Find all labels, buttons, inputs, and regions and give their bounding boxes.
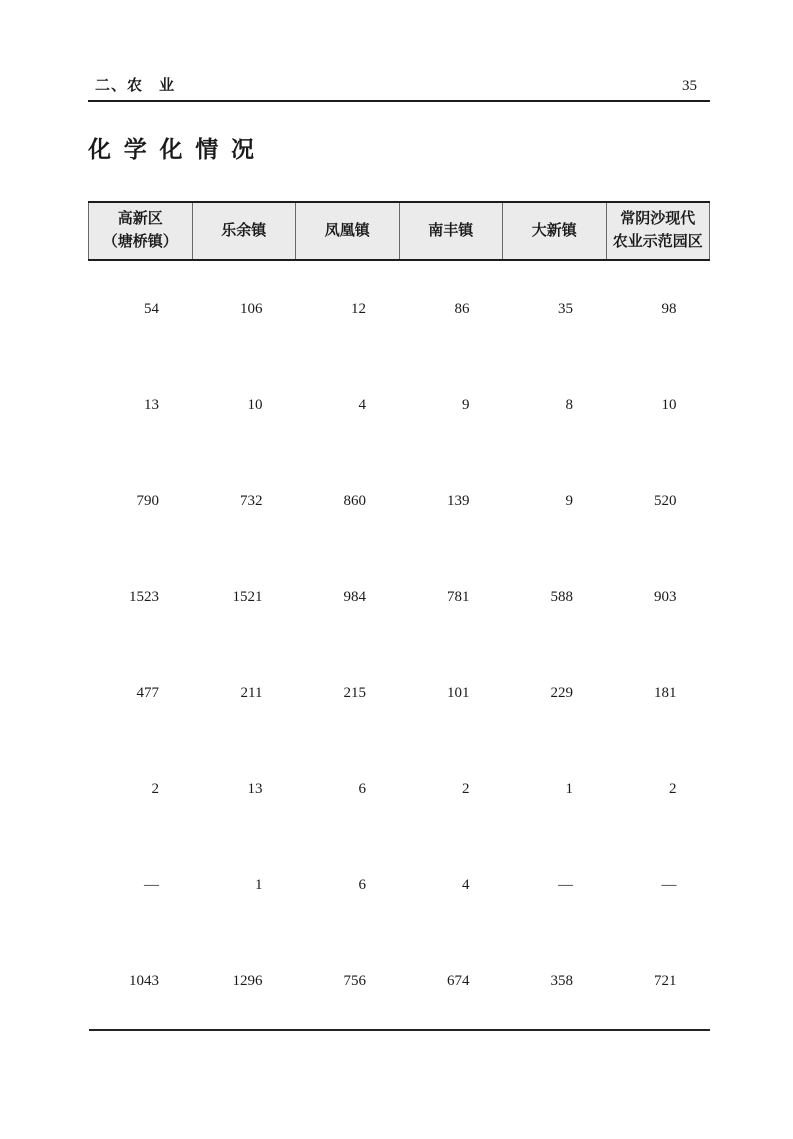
table-cell: 903 bbox=[654, 588, 677, 605]
table-cell: 674 bbox=[399, 933, 503, 1030]
page-number: 35 bbox=[682, 78, 697, 94]
table-cell: 101 bbox=[447, 684, 470, 701]
table-cell: 860 bbox=[343, 492, 366, 509]
table-cell: — bbox=[144, 876, 159, 893]
table-cell: 1 bbox=[565, 780, 573, 797]
table-cell: 2 bbox=[669, 780, 677, 797]
table-cell: 10 bbox=[247, 396, 263, 413]
table-header bbox=[89, 202, 710, 260]
table-row bbox=[89, 549, 710, 645]
table-row bbox=[89, 837, 710, 933]
table-cell: 1521 bbox=[232, 588, 263, 605]
table-cell: 13 bbox=[144, 396, 159, 413]
column-header-changyinsha bbox=[606, 202, 710, 260]
table-cell: 4 bbox=[358, 396, 366, 413]
table-cell: 215 bbox=[343, 684, 366, 701]
table-cell: 9 bbox=[462, 396, 470, 413]
column-header-fenghuangzhen bbox=[296, 202, 400, 260]
masthead-rule bbox=[88, 100, 710, 102]
table-row bbox=[89, 741, 710, 837]
table-cell: 10 bbox=[661, 396, 677, 413]
table-cell: 54 bbox=[144, 300, 159, 317]
table-cell: 721 bbox=[606, 933, 710, 1030]
table-cell: 181 bbox=[654, 684, 677, 701]
table-row bbox=[89, 933, 710, 1030]
table-row bbox=[89, 645, 710, 741]
table-cell: 9 bbox=[565, 492, 573, 509]
table-cell: 12 bbox=[351, 300, 366, 317]
section-label: 二、农 业 bbox=[95, 78, 176, 94]
column-header-line1: 南丰镇 bbox=[428, 222, 474, 239]
table-cell: 781 bbox=[447, 588, 470, 605]
table-cell: 358 bbox=[503, 933, 607, 1030]
data-table bbox=[88, 201, 710, 1031]
table-cell: 86 bbox=[454, 300, 470, 317]
column-header-line2: 农业示范园区 bbox=[612, 234, 703, 250]
column-header-leyuzhen bbox=[192, 202, 296, 260]
table-cell: 520 bbox=[654, 492, 677, 509]
table-cell: 984 bbox=[343, 588, 366, 605]
page-masthead bbox=[88, 74, 710, 95]
table-cell: 106 bbox=[240, 300, 263, 317]
page-title: 化 学 化 情 况 bbox=[88, 137, 255, 162]
table-cell: 35 bbox=[558, 300, 573, 317]
column-header-line1: 大新镇 bbox=[531, 222, 577, 239]
table-row bbox=[89, 260, 710, 357]
table-cell: 139 bbox=[447, 492, 470, 509]
table-cell: 229 bbox=[550, 684, 573, 701]
table-cell: 6 bbox=[358, 780, 366, 797]
table-cell: 1 bbox=[255, 876, 263, 893]
table-header-row bbox=[89, 202, 710, 260]
column-header-line1: 乐余镇 bbox=[221, 222, 267, 239]
table-cell: 732 bbox=[240, 492, 263, 509]
column-header-gaoxinqu bbox=[89, 202, 193, 260]
table-cell: — bbox=[661, 876, 677, 893]
column-header-nanfengzhen bbox=[399, 202, 503, 260]
table-cell: 13 bbox=[247, 780, 263, 797]
column-header-line1: 高新区 bbox=[117, 211, 163, 227]
table-cell: 4 bbox=[462, 876, 470, 893]
column-header-line1: 凤凰镇 bbox=[324, 222, 370, 239]
column-header-line1: 常阴沙现代 bbox=[620, 211, 696, 227]
table-cell: 6 bbox=[358, 876, 366, 893]
table-cell: 211 bbox=[240, 684, 263, 701]
table-cell: 477 bbox=[136, 684, 159, 701]
table-cell: 2 bbox=[462, 780, 470, 797]
table-cell: 1523 bbox=[129, 588, 159, 605]
column-header-daxinzhen bbox=[503, 202, 607, 260]
column-header-line2: （塘桥镇） bbox=[102, 234, 178, 250]
table-cell: 588 bbox=[550, 588, 573, 605]
table-cell: 2 bbox=[151, 780, 159, 797]
table-cell: 8 bbox=[565, 396, 573, 413]
table-cell: 1296 bbox=[192, 933, 296, 1030]
table-body bbox=[89, 260, 710, 1030]
table-cell: 756 bbox=[296, 933, 400, 1030]
table-cell: 1043 bbox=[89, 933, 193, 1030]
table-cell: 98 bbox=[661, 300, 677, 317]
table-row bbox=[89, 453, 710, 549]
table-row bbox=[89, 357, 710, 453]
table-cell: 790 bbox=[136, 492, 159, 509]
table-cell: — bbox=[558, 876, 573, 893]
